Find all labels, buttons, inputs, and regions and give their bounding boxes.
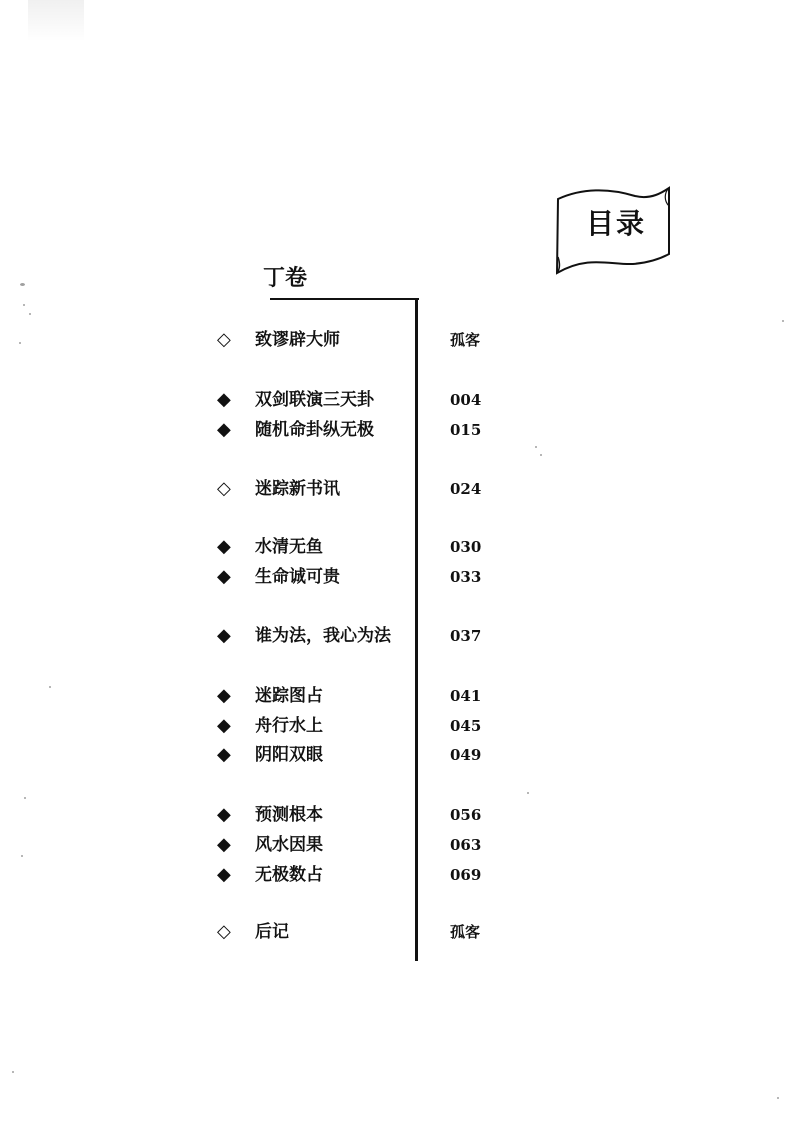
toc-entry <box>217 328 497 352</box>
entry-page-number: 033 <box>450 568 482 586</box>
solid-diamond-icon: ◆ <box>217 419 231 440</box>
toc-entry <box>217 714 497 738</box>
entry-page-number: 030 <box>450 538 482 556</box>
scan-speck <box>782 320 784 322</box>
toc-entry <box>217 684 497 708</box>
entry-title: 迷踪新书讯 <box>255 479 340 499</box>
entry-page-number: 孤客 <box>450 331 481 349</box>
entry-title: 双剑联演三天卦 <box>255 390 374 410</box>
volume-title: 丁卷 <box>263 266 308 291</box>
solid-diamond-icon: ◆ <box>217 536 231 557</box>
hollow-diamond-icon: ◇ <box>217 478 231 499</box>
hollow-diamond-icon: ◇ <box>217 329 231 350</box>
toc-entry <box>217 535 497 559</box>
entry-title: 阴阳双眼 <box>255 745 323 765</box>
entry-page-number: 004 <box>450 391 482 409</box>
solid-diamond-icon: ◆ <box>217 804 231 825</box>
solid-diamond-icon: ◆ <box>217 834 231 855</box>
entry-title: 致谬辟大师 <box>255 330 340 350</box>
toc-entry <box>217 743 497 767</box>
toc-entry <box>217 624 497 648</box>
entry-title: 无极数占 <box>255 865 323 885</box>
hollow-diamond-icon: ◇ <box>217 921 231 942</box>
toc-entry <box>217 418 497 442</box>
scan-speck <box>527 792 529 794</box>
toc-entry <box>217 803 497 827</box>
solid-diamond-icon: ◆ <box>217 625 231 646</box>
entry-page-number: 056 <box>450 806 482 824</box>
entry-page-number: 049 <box>450 746 482 764</box>
solid-diamond-icon: ◆ <box>217 864 231 885</box>
entry-page-number: 孤客 <box>450 923 481 941</box>
entry-page-number: 015 <box>450 421 482 439</box>
entry-title: 生命诚可贵 <box>255 567 340 587</box>
entry-title: 预测根本 <box>255 805 323 825</box>
solid-diamond-icon: ◆ <box>217 566 231 587</box>
entry-title: 后记 <box>255 922 289 942</box>
solid-diamond-icon: ◆ <box>217 389 231 410</box>
entry-page-number: 037 <box>450 627 482 645</box>
scan-speck <box>24 797 26 799</box>
scan-speck <box>540 454 542 456</box>
toc-heading: 目录 <box>585 207 646 240</box>
scan-speck <box>49 686 51 688</box>
entry-title: 风水因果 <box>255 835 323 855</box>
entry-page-number: 069 <box>450 866 482 884</box>
scan-speck <box>20 283 25 286</box>
toc-banner <box>552 183 676 277</box>
toc-entry <box>217 833 497 857</box>
toc-entry <box>217 863 497 887</box>
scan-smudge <box>28 0 84 42</box>
solid-diamond-icon: ◆ <box>217 685 231 706</box>
volume-title-underline <box>270 298 419 300</box>
entry-title: 迷踪图占 <box>255 686 323 706</box>
entry-page-number: 041 <box>450 687 482 705</box>
scan-speck <box>23 304 25 306</box>
scan-speck <box>777 1097 779 1099</box>
toc-entry <box>217 565 497 589</box>
toc-entry <box>217 920 497 944</box>
solid-diamond-icon: ◆ <box>217 715 231 736</box>
scan-speck <box>535 446 537 448</box>
entry-page-number: 024 <box>450 480 482 498</box>
scan-speck <box>19 342 21 344</box>
solid-diamond-icon: ◆ <box>217 744 231 765</box>
scan-speck <box>21 855 23 857</box>
entry-title: 舟行水上 <box>255 716 323 736</box>
toc-entry <box>217 388 497 412</box>
toc-entry <box>217 477 497 501</box>
entry-title: 水清无鱼 <box>255 537 323 557</box>
entry-title: 谁为法，我心为法 <box>255 626 391 646</box>
entry-page-number: 045 <box>450 717 482 735</box>
entry-title: 随机命卦纵无极 <box>255 420 374 440</box>
scan-speck <box>12 1071 14 1073</box>
scan-speck <box>29 313 31 315</box>
entry-page-number: 063 <box>450 836 482 854</box>
